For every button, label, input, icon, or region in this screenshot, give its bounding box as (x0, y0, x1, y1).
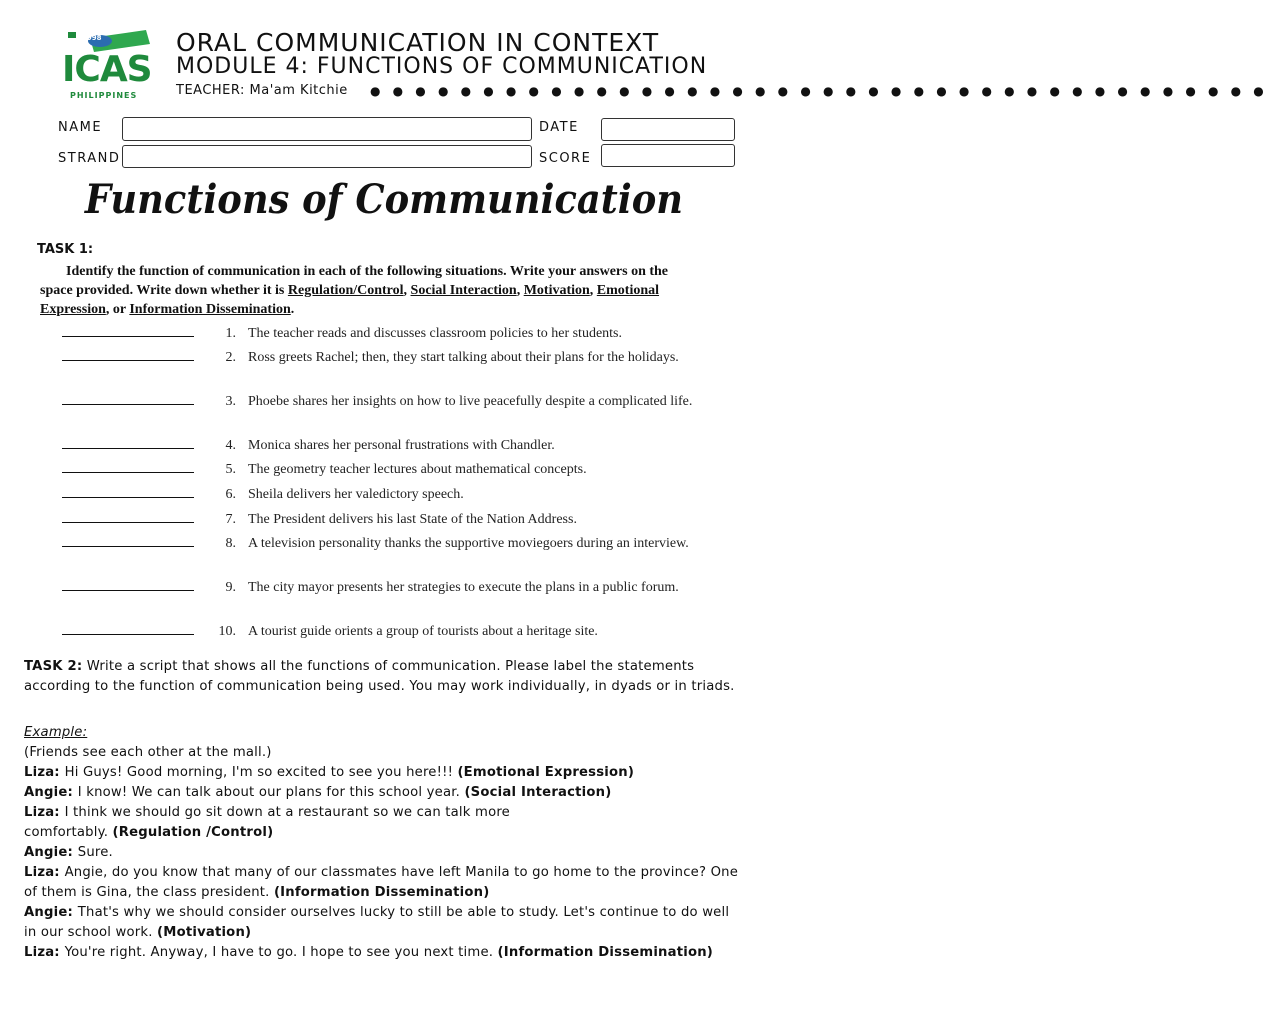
worksheet-title: Functions of Communication (84, 176, 684, 223)
answer-blank[interactable] (62, 634, 194, 635)
item-text: The geometry teacher lectures about mathematical concepts. (248, 462, 587, 477)
item-text: A television personality thanks the supportive moviegoers during an interview. (248, 536, 689, 551)
option-regulation: Regulation/Control (287, 283, 404, 298)
item-number: 1. (225, 326, 236, 341)
option-or: or (112, 302, 126, 317)
item-number: 5. (225, 462, 236, 477)
teacher-line: TEACHER: Ma'am Kitchie (176, 83, 348, 98)
item-number: 8. (225, 536, 236, 551)
function-label: (Information Dissemination) (497, 945, 714, 960)
score-field[interactable] (601, 144, 735, 167)
item-text: The President delivers his last State of the Nation Address. (248, 512, 577, 527)
function-label: (Social Interaction) (464, 785, 612, 800)
function-label: (Information Dissemination) (273, 885, 490, 900)
answer-blank[interactable] (62, 404, 194, 405)
script-line (24, 763, 744, 783)
option-social: Social Interaction (410, 283, 517, 298)
speaker-name: Liza: (24, 945, 65, 960)
logo-year: 1998 (82, 34, 102, 42)
task2-text: Write a script that shows all the functions of communication. Please label the statements according to the function of communication being used. You may work individually, in dyads or in triads. (24, 659, 735, 694)
answer-blank[interactable] (62, 448, 194, 449)
example-heading: Example: (24, 725, 88, 740)
answer-blank[interactable] (62, 360, 194, 361)
dotted-divider: ● ● ● ● ● ● ● ● ● ● ● ● ● ● ● ● ● ● ● ● ● ● ● ● ● ● ● ● ● ● ● ● ● ● ● ● ● ● ● ● (370, 84, 1268, 98)
function-label: (Motivation) (157, 925, 252, 940)
script-line (24, 783, 744, 803)
option-emotional: Emotional Expression (40, 283, 660, 317)
item-text: A tourist guide orients a group of tourists about a heritage site. (248, 624, 598, 639)
task2-label: TASK 2: (24, 659, 83, 674)
script-line (24, 803, 544, 843)
item-text: Monica shares her personal frustrations with Chandler. (248, 438, 555, 453)
item-number: 4. (225, 438, 236, 453)
example-label (24, 723, 744, 743)
option-information: Information Dissemination (129, 302, 291, 317)
module-title: MODULE 4: FUNCTIONS OF COMMUNICATION (176, 54, 708, 79)
answer-blank[interactable] (62, 522, 194, 523)
answer-blank[interactable] (62, 497, 194, 498)
item-number: 2. (225, 350, 236, 365)
task2-instructions (24, 657, 744, 697)
instr-text-a: Identify the function of communication in each of the following situations. Write your answers on the space provided. (40, 264, 669, 298)
logo-name: ICAS (62, 49, 152, 90)
function-label: (Regulation /Control) (112, 825, 274, 840)
speaker-line: I know! We can talk about our plans for this school year. (77, 785, 465, 800)
name-field[interactable] (122, 117, 532, 141)
answer-blank[interactable] (62, 336, 194, 337)
score-label: SCORE (539, 151, 592, 166)
item-text: Phoebe shares her insights on how to live peacefully despite a complicated life. (248, 394, 693, 409)
speaker-line: Hi Guys! Good morning, I'm so excited to see you here!!! (64, 765, 458, 780)
task1-label: TASK 1: (37, 242, 94, 257)
task1-instructions: Identify the function of communication in each of the following situations. Write your answers on the space provided. Write down whether it is Regulation/Control, Social Interaction, Motivation, Emotional Expression, or Information Dissemination. (40, 264, 669, 317)
script-line (24, 943, 744, 963)
speaker-line: Angie, do you know that many of our classmates have left Manila to go home to the province? One of them is Gina, the class president. (24, 865, 739, 900)
item-number: 6. (225, 487, 236, 502)
answer-blank[interactable] (62, 590, 194, 591)
option-motivation: Motivation (523, 283, 590, 298)
answer-blank[interactable] (62, 546, 194, 547)
speaker-name: Angie: (24, 905, 78, 920)
scene-line: (Friends see each other at the mall.) (24, 745, 272, 760)
speaker-name: Liza: (24, 805, 65, 820)
answer-blank[interactable] (62, 472, 194, 473)
script-line (24, 843, 744, 863)
item-text: The teacher reads and discusses classroom policies to her students. (248, 326, 623, 341)
script-line (24, 903, 744, 943)
speaker-name: Liza: (24, 865, 65, 880)
item-number: 10. (218, 624, 236, 639)
logo-subtitle: PHILIPPINES (70, 91, 138, 100)
item-text: The city mayor presents her strategies to execute the plans in a public forum. (248, 580, 679, 595)
speaker-line: I think we should go sit down at a restaurant so we can talk more comfortably. (24, 805, 510, 840)
school-logo (56, 28, 166, 102)
course-title: ORAL COMMUNICATION IN CONTEXT (176, 28, 660, 57)
item-number: 3. (225, 394, 236, 409)
date-label: DATE (539, 120, 579, 135)
item-number: 9. (225, 580, 236, 595)
item-text: Ross greets Rachel; then, they start talking about their plans for the holidays. (248, 350, 679, 365)
date-field[interactable] (601, 118, 735, 141)
script-line (24, 863, 744, 903)
speaker-line: Sure. (77, 845, 113, 860)
speaker-line: That's why we should consider ourselves lucky to still be able to study. Let's continue to do well in our school work. (24, 905, 730, 940)
speaker-name: Angie: (24, 785, 78, 800)
item-text: Sheila delivers her valedictory speech. (248, 487, 464, 502)
instr-text-b: Write down whether it is (136, 283, 285, 298)
speaker-name: Angie: (24, 845, 78, 860)
function-label: (Emotional Expression) (457, 765, 635, 780)
item-number: 7. (225, 512, 236, 527)
speaker-name: Liza: (24, 765, 65, 780)
strand-label: STRAND (58, 151, 121, 166)
speaker-line: You're right. Anyway, I have to go. I hope to see you next time. (64, 945, 498, 960)
strand-field[interactable] (122, 145, 532, 168)
name-label: NAME (58, 120, 103, 135)
